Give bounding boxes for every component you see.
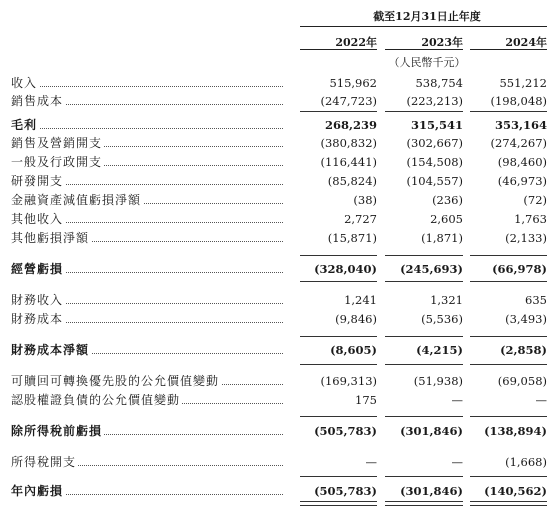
table-row (0, 372, 554, 390)
cell-value: 1,321 (430, 293, 463, 307)
table-row (0, 74, 554, 92)
cell-value: (85,824) (327, 174, 377, 188)
year-rule-2024 (470, 49, 547, 50)
subtotal-rule (470, 111, 547, 112)
row-label: 毛利 (11, 118, 38, 132)
cell-value: 635 (525, 293, 547, 307)
cell-value: (301,846) (400, 484, 463, 498)
cell-value: 1,241 (344, 293, 377, 307)
subtotal-rule (385, 476, 463, 477)
row-label: 所得稅開支 (11, 455, 77, 469)
row-label: 金融資產減值虧損淨額 (11, 193, 142, 207)
cell-value: (274,267) (490, 136, 547, 150)
cell-value: 1,763 (514, 212, 547, 226)
total-double-rule (385, 501, 463, 506)
cell-value: (51,938) (413, 374, 463, 388)
cell-value: (46,973) (497, 174, 547, 188)
table-row (0, 172, 554, 190)
period-header: 截至12月31日止年度 (373, 10, 481, 23)
cell-value: (1,871) (421, 231, 463, 245)
subtotal-rule (385, 416, 463, 417)
subtotal-rule (385, 336, 463, 337)
cell-value: (154,508) (406, 155, 463, 169)
table-row (0, 453, 554, 471)
cell-value: — (451, 393, 463, 407)
cell-value: — (535, 393, 547, 407)
row-label: 財務收入 (11, 293, 64, 307)
cell-value: (245,693) (400, 262, 463, 276)
cell-value: (236) (432, 193, 463, 207)
cell-value: — (365, 455, 377, 469)
cell-value: (72) (523, 193, 547, 207)
row-label: 其他虧損淨額 (11, 231, 90, 245)
unit-label: （人民幣千元） (388, 56, 466, 69)
table-row (0, 310, 554, 328)
year-rule-2022 (300, 49, 377, 50)
subtotal-rule (300, 281, 377, 282)
cell-value: 2,727 (344, 212, 377, 226)
cell-value: (69,058) (497, 374, 547, 388)
cell-value: (5,536) (421, 312, 463, 326)
cell-value: (116,441) (320, 155, 377, 169)
cell-value: (247,723) (320, 94, 377, 108)
cell-value: 175 (355, 393, 377, 407)
cell-value: (104,557) (406, 174, 463, 188)
row-label: 收入 (11, 76, 38, 90)
cell-value: (1,668) (505, 455, 547, 469)
row-label: 財務成本淨額 (11, 343, 90, 357)
subtotal-rule (385, 111, 463, 112)
subtotal-rule (300, 336, 377, 337)
cell-value: (9,846) (335, 312, 377, 326)
cell-value: (505,783) (314, 424, 377, 438)
cell-value: 353,164 (494, 118, 547, 132)
row-label: 經營虧損 (11, 262, 64, 276)
cell-value: (98,460) (497, 155, 547, 169)
cell-value: (302,667) (406, 136, 463, 150)
leader-dots (11, 86, 283, 87)
subtotal-rule (470, 336, 547, 337)
subtotal-rule (300, 364, 377, 365)
cell-value: 2,605 (430, 212, 463, 226)
cell-value: 515,962 (329, 76, 377, 90)
cell-value: (2,858) (500, 343, 547, 357)
table-row (0, 260, 554, 278)
cell-value: (138,894) (484, 424, 547, 438)
row-label: 銷售成本 (11, 94, 64, 108)
total-double-rule (300, 501, 377, 506)
cell-value: (328,040) (314, 262, 377, 276)
cell-value: (198,048) (490, 94, 547, 108)
table-row (0, 210, 554, 228)
table-row (0, 291, 554, 309)
cell-value: (169,313) (320, 374, 377, 388)
subtotal-rule (470, 255, 547, 256)
table-row (0, 191, 554, 209)
cell-value: (505,783) (314, 484, 377, 498)
cell-value: 268,239 (324, 118, 377, 132)
subtotal-rule (300, 416, 377, 417)
year-rule-2023 (385, 49, 463, 50)
row-label: 研發開支 (11, 174, 64, 188)
subtotal-rule (385, 364, 463, 365)
cell-value: (3,493) (505, 312, 547, 326)
cell-value: (4,215) (416, 343, 463, 357)
year-header-2024: 2024年 (505, 36, 547, 49)
row-label: 財務成本 (11, 312, 64, 326)
subtotal-rule (300, 255, 377, 256)
table-row (0, 92, 554, 110)
row-label: 年內虧損 (11, 484, 64, 498)
table-row (0, 229, 554, 247)
subtotal-rule (470, 364, 547, 365)
period-header-rule (300, 26, 547, 27)
cell-value: — (451, 455, 463, 469)
subtotal-rule (470, 416, 547, 417)
row-label: 除所得稅前虧損 (11, 424, 103, 438)
cell-value: (380,832) (320, 136, 377, 150)
row-label: 一般及行政開支 (11, 155, 103, 169)
table-row (0, 391, 554, 409)
row-label: 認股權證負債的公允價值變動 (11, 393, 181, 407)
cell-value: 538,754 (415, 76, 463, 90)
row-label: 銷售及營銷開支 (11, 136, 103, 150)
cell-value: (223,213) (406, 94, 463, 108)
leader-dots (11, 128, 283, 129)
row-label: 可贖回可轉換優先股的公允價值變動 (11, 374, 220, 388)
table-row (0, 422, 554, 440)
year-header-2022: 2022年 (335, 36, 377, 49)
cell-value: 315,541 (410, 118, 463, 132)
year-header-2023: 2023年 (421, 36, 463, 49)
cell-value: (66,978) (492, 262, 547, 276)
total-double-rule (470, 501, 547, 506)
row-label: 其他收入 (11, 212, 64, 226)
subtotal-rule (385, 255, 463, 256)
cell-value: 551,212 (499, 76, 547, 90)
table-row (0, 153, 554, 171)
table-row (0, 134, 554, 152)
cell-value: (2,133) (505, 231, 547, 245)
table-row (0, 482, 554, 500)
subtotal-rule (470, 281, 547, 282)
subtotal-rule (470, 476, 547, 477)
table-row (0, 116, 554, 134)
cell-value: (15,871) (327, 231, 377, 245)
cell-value: (38) (353, 193, 377, 207)
subtotal-rule (300, 111, 377, 112)
cell-value: (140,562) (484, 484, 547, 498)
cell-value: (8,605) (330, 343, 377, 357)
cell-value: (301,846) (400, 424, 463, 438)
subtotal-rule (385, 281, 463, 282)
table-row (0, 341, 554, 359)
subtotal-rule (300, 476, 377, 477)
